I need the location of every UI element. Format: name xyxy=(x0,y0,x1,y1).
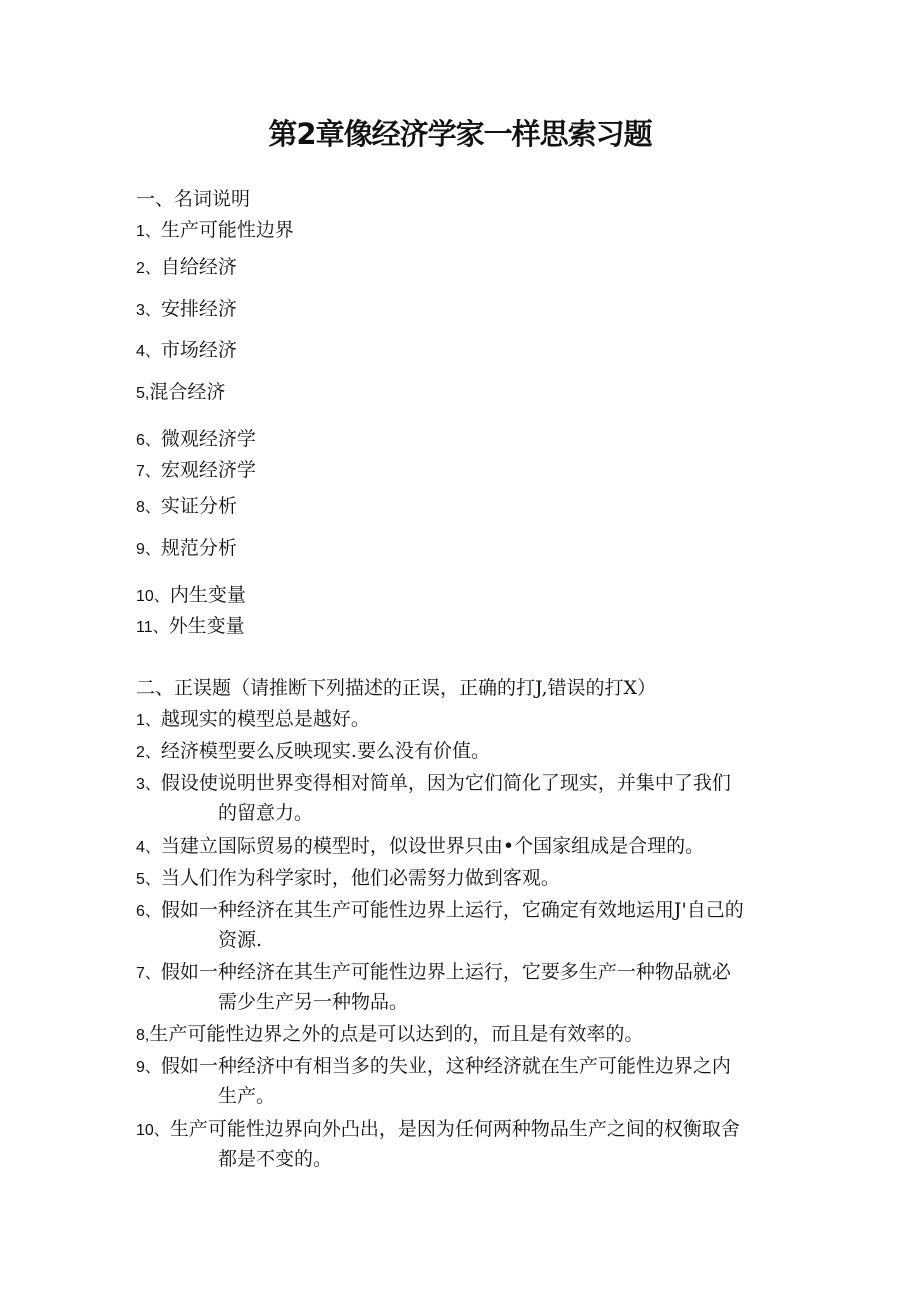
item-text: 市场经济 xyxy=(160,339,237,361)
item-text: 生产。 xyxy=(218,1085,276,1107)
section-heading-definitions: 一、名词说明 xyxy=(136,188,251,210)
item-number: 5、 xyxy=(136,871,161,888)
item-text: 内生变量 xyxy=(169,584,246,606)
item-number: 8, xyxy=(136,1027,150,1044)
definition-item xyxy=(136,297,237,323)
item-number: 1、 xyxy=(136,712,161,729)
true-false-item-continuation xyxy=(218,801,313,825)
true-false-item xyxy=(136,960,731,986)
item-text: 越现实的模型总是越好。 xyxy=(160,708,370,730)
item-number: 6、 xyxy=(136,903,161,920)
item-number: 2、 xyxy=(136,744,161,761)
item-number: 11、 xyxy=(136,619,169,636)
definition-item xyxy=(136,255,237,281)
true-false-item-continuation xyxy=(218,928,262,952)
item-text: 宏观经济学 xyxy=(160,459,256,481)
item-text: 假如一种经济在其生产可能性边界上运行，它确定有效地运用J'自己的 xyxy=(160,899,744,921)
item-number: 9、 xyxy=(136,541,161,558)
definition-item xyxy=(136,458,256,484)
true-false-item-continuation xyxy=(218,1147,332,1171)
definition-item xyxy=(136,218,294,244)
item-text: 微观经济学 xyxy=(160,428,256,450)
item-text: 假如一种经济在其生产可能性边界上运行，它要多生产一种物品就必 xyxy=(160,961,731,983)
item-number: 4、 xyxy=(136,839,161,856)
true-false-item xyxy=(136,739,490,765)
section-heading-true-false: 二、正误题（请推断下列描述的正误，正确的打J,错误的打X） xyxy=(136,677,657,699)
item-number: 2、 xyxy=(136,260,161,277)
true-false-item-continuation xyxy=(218,1084,275,1108)
item-text: 假设使说明世界变得相对简单，因为它们简化了现实，并集中了我们 xyxy=(160,772,731,794)
item-number: 7、 xyxy=(136,965,161,982)
item-number: 7、 xyxy=(136,463,161,480)
item-number: 1、 xyxy=(136,223,161,240)
true-false-item xyxy=(136,1054,731,1080)
page-title: 第2章像经济学家一样思索习题 xyxy=(268,117,652,151)
item-number: 3、 xyxy=(136,776,161,793)
true-false-item xyxy=(136,771,731,797)
item-text: 当建立国际贸易的模型时，似设世界只由•个国家组成是合理的。 xyxy=(160,835,705,857)
item-number: 3、 xyxy=(136,302,161,319)
true-false-item xyxy=(136,707,370,733)
item-number: 10、 xyxy=(136,588,170,605)
definition-item xyxy=(136,494,237,520)
true-false-item xyxy=(136,866,560,892)
item-text: 都是不变的。 xyxy=(218,1148,333,1170)
true-false-item xyxy=(136,834,704,860)
definition-item xyxy=(136,583,246,609)
item-text: 生产可能性边界 xyxy=(160,219,294,241)
item-text: 混合经济 xyxy=(149,381,226,403)
item-text: 生产可能性边界之外的点是可以达到的，而且是有效率的。 xyxy=(149,1023,644,1045)
item-number: 9、 xyxy=(136,1059,161,1076)
item-number: 5, xyxy=(136,385,150,402)
item-text: 实证分析 xyxy=(160,495,237,517)
item-number: 10、 xyxy=(136,1122,170,1139)
item-text: 的留意力。 xyxy=(218,802,314,824)
definition-item xyxy=(136,427,256,453)
item-text: 资源. xyxy=(218,929,263,951)
true-false-item xyxy=(136,898,744,924)
item-text: 假如一种经济中有相当多的失业，这种经济就在生产可能性边界之内 xyxy=(160,1055,731,1077)
item-text: 自给经济 xyxy=(160,256,237,278)
item-text: 需少生产另一种物品。 xyxy=(218,991,409,1013)
item-text: 规范分析 xyxy=(160,537,237,559)
true-false-item xyxy=(136,1022,643,1048)
item-text: 经济模型要么反映现实.要么没有价值。 xyxy=(160,740,490,762)
item-text: 安排经济 xyxy=(160,298,237,320)
definition-item xyxy=(136,338,237,364)
definition-item xyxy=(136,536,237,562)
item-number: 8、 xyxy=(136,499,161,516)
item-text: 当人们作为科学家时，他们必需努力做到客观。 xyxy=(160,867,560,889)
true-false-item xyxy=(136,1117,740,1143)
definition-item xyxy=(136,380,225,406)
item-text: 外生变量 xyxy=(168,615,245,637)
definition-item xyxy=(136,614,245,640)
item-text: 生产可能性边界向外凸出，是因为任何两种物品生产之间的权衡取舍 xyxy=(169,1118,740,1140)
item-number: 4、 xyxy=(136,343,161,360)
item-number: 6、 xyxy=(136,432,161,449)
true-false-item-continuation xyxy=(218,990,408,1014)
